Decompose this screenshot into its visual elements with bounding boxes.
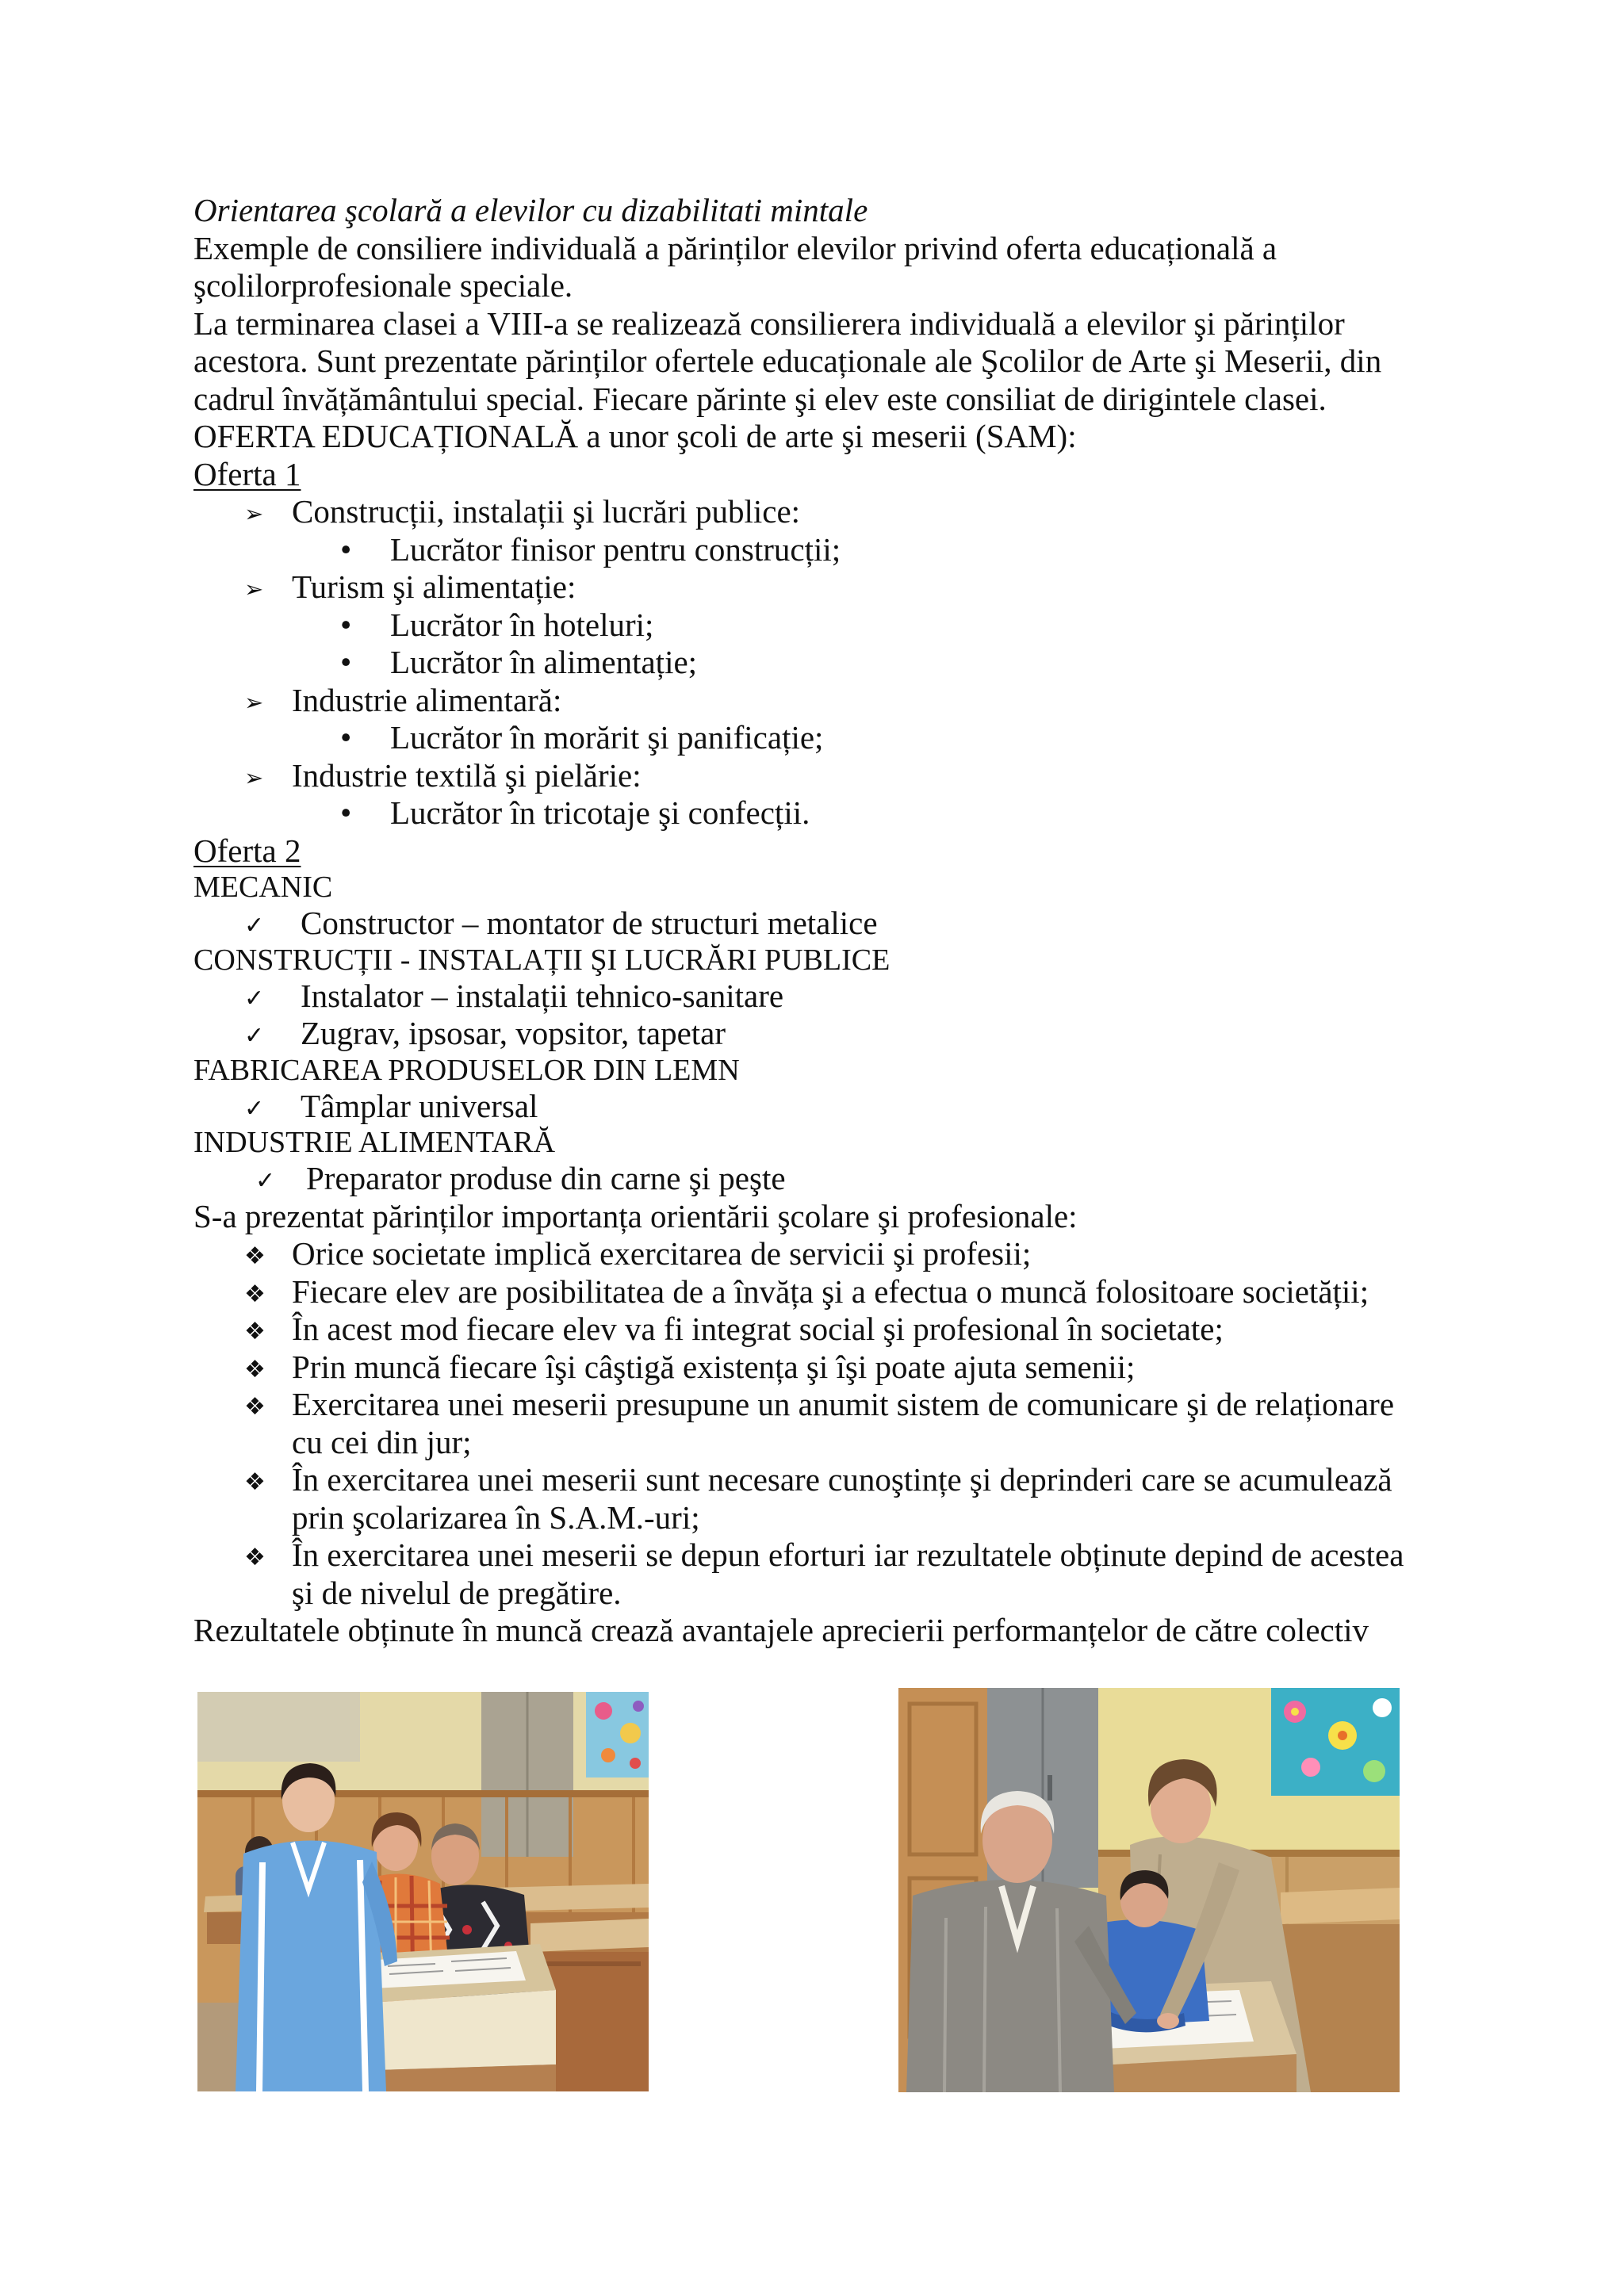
- classroom-photo-right: [898, 1688, 1400, 2092]
- offer2-domain: CONSTRUCȚII - INSTALAȚII ŞI LUCRĂRI PUBLICE: [193, 943, 891, 977]
- diamond-bullet-icon: ❖: [244, 1393, 266, 1421]
- offer1-domain: [193, 568, 1557, 607]
- importance-item-text: În acest mod fiecare elev va fi integrat social şi profesional în societate;: [292, 1311, 1224, 1347]
- closing-line: Rezultatele obținute în muncă crează avantajele aprecierii performanțelor de către colectiv: [193, 1612, 1369, 1648]
- offer1-domain: [193, 493, 1557, 531]
- importance-item: [193, 1311, 1557, 1349]
- offer-heading: OFERTA EDUCAȚIONALĂ a unor şcoli de arte şi meserii (SAM):: [193, 418, 1077, 454]
- importance-item: [193, 1461, 1557, 1499]
- offer1-job: [193, 719, 1557, 757]
- offer2-job: [193, 1088, 1557, 1126]
- offer2-domain: FABRICAREA PRODUSELOR DIN LEMN: [193, 1053, 740, 1087]
- importance-item-continuation: cu cei din jur;: [292, 1423, 472, 1460]
- offer2-domain: INDUSTRIE ALIMENTARĂ: [193, 1126, 556, 1159]
- importance-item-text: Fiecare elev are posibilitatea de a învăța şi a efectua o muncă folositoare societății;: [292, 1272, 1369, 1310]
- offer1-domain: [193, 757, 1557, 795]
- offer1-label: Oferta 1: [193, 455, 301, 492]
- offer1-job-label: Lucrător în morărit şi panificație;: [390, 719, 824, 756]
- check-bullet-icon: ✓: [255, 1167, 276, 1195]
- check-bullet-icon: ✓: [244, 1094, 265, 1123]
- importance-item-text: Orice societate implică exercitarea de servicii şi profesii;: [292, 1235, 1032, 1272]
- arrow-bullet-icon: ➢: [244, 576, 264, 603]
- offer2-job-label: Instalator – instalații tehnico-sanitare: [301, 977, 784, 1014]
- intro-line: acestora. Sunt prezentate părinților ofertele educaționale ale Şcolilor de Arte şi Meserii, din: [193, 342, 1382, 379]
- dot-bullet-icon: •: [340, 719, 352, 756]
- importance-item-continuation: şi de nivelul de pregătire.: [292, 1574, 622, 1611]
- diamond-bullet-icon: ❖: [244, 1280, 266, 1308]
- cabinet: [481, 1692, 573, 1857]
- diamond-bullet-icon: ❖: [244, 1242, 266, 1270]
- offer2-job-label: Preparator produse din carne şi peşte: [306, 1160, 786, 1196]
- arrow-bullet-icon: ➢: [244, 688, 264, 716]
- offer1-domain: [193, 682, 1557, 720]
- importance-item: [193, 1273, 1557, 1311]
- offer1-job: [193, 531, 1557, 569]
- importance-item: [193, 1386, 1557, 1424]
- offer1-domain-label: Industrie textilă şi pielărie:: [292, 756, 642, 794]
- offer1-domain-label: Construcții, instalații şi lucrări publice:: [292, 493, 801, 530]
- offer2-job: [193, 1015, 1557, 1053]
- diamond-bullet-icon: ❖: [244, 1544, 266, 1571]
- offer1-job-label: Lucrător în tricotaje şi confecții.: [390, 794, 810, 831]
- intro-line: cadrul învățământului special. Fiecare părinte şi elev este consiliat de dirigintele clasei.: [193, 380, 1327, 417]
- offer2-job-label: Tâmplar universal: [301, 1087, 538, 1124]
- offer1-domain-label: Industrie alimentară:: [292, 681, 562, 718]
- dot-bullet-icon: •: [340, 530, 352, 568]
- wall-poster: [1271, 1688, 1400, 1796]
- diamond-bullet-icon: ❖: [244, 1355, 266, 1383]
- diamond-bullet-icon: ❖: [244, 1318, 266, 1345]
- offer1-job: [193, 644, 1557, 682]
- intro-line: La terminarea clasei a VIII-a se realizează consilierera individuală a elevilor şi părinților: [193, 304, 1345, 342]
- arrow-bullet-icon: ➢: [244, 763, 264, 791]
- check-bullet-icon: ✓: [244, 1022, 265, 1050]
- importance-item-text: În exercitarea unei meserii sunt necesare cunoştințe şi deprinderi care se acumulează: [292, 1461, 1392, 1498]
- offer2-job-label: Constructor – montator de structuri metalice: [301, 905, 878, 941]
- dot-bullet-icon: •: [340, 794, 352, 831]
- importance-item-text: În exercitarea unei meserii se depun eforturi iar rezultatele obținute depind de acestea: [292, 1536, 1404, 1573]
- offer2-job: [193, 1160, 1557, 1198]
- offer1-job-label: Lucrător finisor pentru construcții;: [390, 530, 841, 568]
- check-bullet-icon: ✓: [244, 912, 265, 939]
- importance-item-text: Prin muncă fiecare îşi câştigă existența şi îşi poate ajuta semenii;: [292, 1348, 1136, 1385]
- intro-line: şcolilorprofesionale speciale.: [193, 267, 573, 304]
- offer1-job-label: Lucrător în hoteluri;: [390, 606, 654, 643]
- offer2-job: [193, 978, 1557, 1016]
- offer2-job-label: Zugrav, ipsosar, vopsitor, tapetar: [301, 1015, 726, 1051]
- offer2-label: Oferta 2: [193, 832, 301, 869]
- dot-bullet-icon: •: [340, 606, 352, 643]
- offer2-domain: MECANIC: [193, 871, 333, 904]
- document-body: [193, 192, 1557, 1650]
- intro-line: Exemple de consiliere individuală a părinților elevilor privind oferta educațională a: [193, 229, 1277, 266]
- wall-poster: [586, 1692, 649, 1777]
- check-bullet-icon: ✓: [244, 984, 265, 1012]
- offer1-domain-label: Turism şi alimentație:: [292, 568, 576, 605]
- importance-item: [193, 1349, 1557, 1387]
- importance-item-continuation: prin şcolarizarea în S.A.M.-uri;: [292, 1498, 700, 1536]
- offer1-job-label: Lucrător în alimentație;: [390, 644, 698, 680]
- offer1-job: [193, 794, 1557, 832]
- importance-lead: S-a prezentat părinților importanța orientării şcolare şi profesionale:: [193, 1197, 1078, 1234]
- importance-item: [193, 1536, 1557, 1575]
- classroom-photo-left: [197, 1692, 649, 2091]
- dot-bullet-icon: •: [340, 644, 352, 680]
- offer1-job: [193, 607, 1557, 645]
- importance-item: [193, 1235, 1557, 1273]
- document-title: Orientarea şcolară a elevilor cu dizabilitati mintale: [193, 192, 868, 228]
- arrow-bullet-icon: ➢: [244, 500, 264, 527]
- diamond-bullet-icon: ❖: [244, 1468, 266, 1496]
- importance-item-text: Exercitarea unei meserii presupune un anumit sistem de comunicare şi de relaționare: [292, 1386, 1395, 1422]
- offer2-job: [193, 905, 1557, 943]
